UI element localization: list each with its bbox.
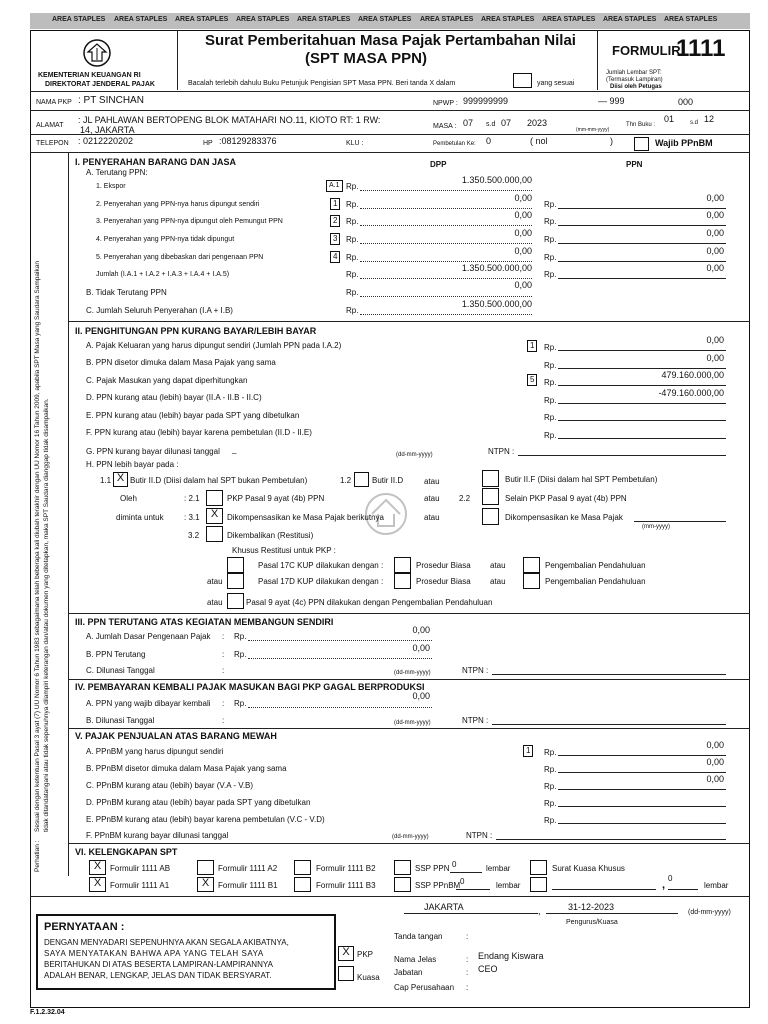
rp-label: Rp. [544, 253, 557, 262]
colon: : [466, 955, 469, 964]
page-title: Surat Pemberitahuan Masa Pajak Pertambahan Nilai [205, 32, 576, 49]
f-b1-label: Formulir 1111 B1 [218, 881, 278, 890]
ntpn-label: NTPN : [466, 831, 493, 840]
f-b2-label: Formulir 1111 B2 [316, 864, 376, 873]
value[interactable]: 0,00 [706, 740, 724, 750]
klu-label: KLU : [346, 140, 364, 147]
rp-label: Rp. [346, 200, 359, 209]
dpp-value[interactable]: 0,00 [514, 210, 532, 220]
footer-code: F.1.2.32.04 [30, 1009, 65, 1016]
rp-label: Rp. [346, 253, 359, 262]
value[interactable]: 0,00 [706, 335, 724, 345]
f-a1-checkbox[interactable]: X [89, 877, 106, 892]
npwp-suffix[interactable]: 000 [678, 97, 694, 107]
colon: : [222, 632, 225, 641]
row-label: A. PPnBM yang harus dipungut sendiri [86, 747, 224, 756]
dpp-value[interactable]: 0,00 [514, 228, 532, 238]
ppn-value[interactable]: 0,00 [706, 263, 724, 273]
s3-c-label: C. Dilunasi Tanggal [86, 666, 155, 675]
row-label: E. PPN kurang atau (lebih) bayar pada SPT yang dibetulkan [86, 411, 300, 420]
ntpn-label: NTPN : [462, 716, 489, 725]
rp-label: Rp. [544, 396, 557, 405]
h11-text: Butir II.D (Diisi dalam hal SPT bukan Pembetulan) [130, 476, 308, 485]
row-tag: 5 [527, 374, 537, 386]
kuasa-checkbox[interactable] [338, 966, 354, 981]
ssp-ppnbm-label: SSP PPnBM [415, 881, 461, 890]
pengembalian2-checkbox[interactable] [523, 573, 540, 589]
row-label: 5. Penyerahan yang dibebaskan dari pengenaan PPN [96, 254, 264, 261]
p17d-text: Pasal 17D KUP [258, 577, 314, 586]
h22-number: 2.2 [459, 494, 471, 503]
pernyataan-line3: BERITAHUKAN DI ATAS BESERTA LAMPIRAN-LAMPIRANNYA [44, 960, 273, 969]
f-b3-checkbox[interactable] [294, 877, 311, 892]
h21-checkbox[interactable] [206, 490, 223, 506]
terutang-label: A. Terutang PPN: [86, 168, 148, 177]
alamat-value-line2[interactable]: 14, JAKARTA [80, 125, 135, 135]
staples-area [30, 13, 750, 29]
g-label: G. PPN kurang bayar dilunasi tanggal [86, 447, 220, 456]
colon: : [466, 968, 469, 977]
ppn-value[interactable]: 0,00 [706, 228, 724, 238]
g-dash: _ [232, 445, 237, 454]
masa-year[interactable]: 2023 [527, 118, 548, 128]
pernyataan-line4: ADALAH BENAR, LENGKAP, JELAS DAN TIDAK BERSYARAT. [44, 971, 272, 980]
row-label: 2. Penyerahan yang PPN-nya harus dipungut sendiri [96, 201, 260, 208]
nama-value[interactable]: : PT SINCHAN [78, 95, 144, 106]
h22-checkbox[interactable] [482, 488, 499, 505]
extra-value[interactable]: 0 [668, 874, 673, 883]
row-label: B. PPnBM disetor dimuka dalam Masa Pajak yang sama [86, 764, 287, 773]
pembetulan-value[interactable]: 0 [486, 136, 492, 146]
jabatan-label: Jabatan [394, 968, 423, 977]
ppn-value[interactable]: 0,00 [706, 193, 724, 203]
h12-checkbox[interactable] [354, 472, 369, 487]
row-label: 3. Penyerahan yang PPN-nya dipungut oleh Pemungut PPN [96, 218, 283, 225]
staples-label: AREA STAPLES [542, 16, 596, 23]
row-label: C. PPnBM kurang atau (lebih) bayar (V.A - V.B) [86, 781, 254, 790]
value[interactable]: 0,00 [706, 353, 724, 363]
staples-label: AREA STAPLES [603, 16, 657, 23]
ssp-ppnbm-value[interactable]: 0 [460, 877, 465, 886]
lembar-label: lembar [704, 881, 729, 890]
staples-label: AREA STAPLES [664, 16, 718, 23]
ssp-ppnbm-checkbox[interactable] [394, 877, 411, 892]
perhatian-note [33, 168, 67, 872]
ntpn-label: NTPN : [462, 666, 489, 675]
kompensasi2-checkbox[interactable] [482, 508, 499, 525]
signature-city[interactable]: JAKARTA [424, 902, 464, 912]
g-date-format: (dd-mm-yyyy) [396, 452, 433, 458]
date-format: (dd-mm-yyyy) [392, 834, 429, 840]
rp-label: Rp. [544, 235, 557, 244]
nama-jelas-label: Nama Jelas [394, 955, 437, 964]
row-label: E. PPnBM kurang atau (lebih) bayar karena pembetulan (V.C - V.D) [86, 815, 325, 824]
section3-title: III. PPN TERUTANG ATAS KEGIATAN MEMBANGUN SENDIRI [75, 617, 334, 627]
jumlah-lembar-label: Jumlah Lembar SPT: [606, 70, 662, 76]
f-a1-label: Formulir 1111 A1 [110, 881, 170, 890]
colon: : [222, 699, 225, 708]
tidak-terutang-value[interactable]: 0,00 [514, 280, 532, 290]
section4-title: IV. PEMBAYARAN KEMBALI PAJAK MASUKAN BAGI PKP GAGAL BERPRODUKSI [75, 682, 425, 692]
s3-b-value[interactable]: 0,00 [412, 643, 430, 653]
lembar-label: lembar [486, 864, 511, 873]
rp-label: Rp. [544, 378, 557, 387]
rp-label: Rp. [234, 632, 247, 641]
rp-label: Rp. [346, 288, 359, 297]
atau-text: atau [207, 577, 223, 586]
thn-buku-label: Thn Buku : [626, 122, 656, 128]
h32-number: 3.2 [188, 531, 200, 540]
dpp-value[interactable]: 1.350.500.000,00 [461, 175, 532, 185]
f-ab-checkbox[interactable]: X [89, 860, 106, 875]
pernyataan-line1: DENGAN MENYADARI SEPENUHNYA AKAN SEGALA AKIBATNYA, [44, 938, 289, 947]
staples-label: AREA STAPLES [114, 16, 168, 23]
dpp-header: DPP [430, 160, 447, 169]
form-number: 1111 [676, 35, 726, 62]
butir-f-checkbox[interactable] [482, 470, 499, 487]
h21-text: PKP Pasal 9 ayat (4b) PPN [227, 494, 325, 503]
perhatian-line2: tidak ditandatangani atau tidak sepenuhnya dilampiri keterangan dan/atau dokumen yang ditetapkan, maka SPT Saudara dianggap tidak disampaikan. [43, 398, 50, 832]
prosedur-text: Prosedur Biasa [416, 577, 471, 586]
diminta-label: diminta untuk [116, 513, 164, 522]
rp-label: Rp. [346, 270, 359, 279]
dpp-value[interactable]: 1.350.500.000,00 [461, 263, 532, 273]
f-a2-label: Formulir 1111 A2 [218, 864, 278, 873]
h31-text: Dikompensasikan ke Masa Pajak berikutnya [227, 513, 384, 522]
page-subtitle: (SPT MASA PPN) [305, 50, 427, 67]
prosedur2-checkbox[interactable] [394, 573, 411, 589]
instruction-checkbox [513, 73, 532, 88]
tidak-terutang-label: B. Tidak Terutang PPN [86, 288, 167, 297]
h21-number: : 2.1 [184, 494, 200, 503]
staples-label: AREA STAPLES [297, 16, 351, 23]
rp-label: Rp. [544, 782, 557, 791]
p17d-checkbox[interactable] [227, 573, 244, 589]
row-tag: A.1 [326, 180, 343, 192]
pengembalian-text: Pengembalian Pendahuluan [545, 561, 646, 570]
staples-label: AREA STAPLES [358, 16, 412, 23]
npwp-value[interactable]: 999999999 [463, 96, 509, 106]
f-b3-label: Formulir 1111 B3 [316, 881, 376, 890]
h-label: H. PPN lebih bayar pada : [86, 460, 179, 469]
row-tag: 4 [330, 251, 340, 263]
masa-from[interactable]: 07 [463, 118, 474, 128]
s3-a-value[interactable]: 0,00 [412, 625, 430, 635]
rp-label: Rp. [544, 361, 557, 370]
rp-label: Rp. [544, 200, 557, 209]
rp-label: Rp. [234, 650, 247, 659]
h12-number: 1.2 [340, 476, 352, 485]
row-label: 1. Ekspor [96, 183, 126, 190]
masa-to[interactable]: 07 [501, 118, 512, 128]
p17c-text: Pasal 17C KUP [258, 561, 314, 570]
lampiran-label: (Termasuk Lampiran) [606, 77, 663, 83]
h32-text: Dikembalikan (Restitusi) [227, 531, 314, 540]
staples-label: AREA STAPLES [52, 16, 106, 23]
row-label: D. PPN kurang atau (lebih) bayar (II.A - II.B - II.C) [86, 393, 262, 402]
signature-date-format: (dd-mm-yyyy) [688, 909, 731, 916]
oleh-label: Oleh [120, 494, 137, 503]
atau-text: atau [207, 598, 223, 607]
kompensasi2-text: Dikompensasikan ke Masa Pajak [505, 513, 623, 522]
rp-label: Rp. [346, 235, 359, 244]
h22-text: Selain PKP Pasal 9 ayat (4b) PPN [505, 494, 627, 503]
row-label: 4. Penyerahan yang PPN-nya tidak dipungut [96, 236, 235, 243]
rp-label: Rp. [346, 306, 359, 315]
prosedur1-checkbox[interactable] [394, 557, 411, 573]
pernyataan-box [36, 914, 336, 990]
ministry-name: KEMENTERIAN KEUANGAN RI [38, 72, 141, 79]
f-a2-checkbox[interactable] [197, 860, 214, 875]
wajib-ppnbm-checkbox[interactable] [634, 137, 649, 151]
perhatian-line1: Sesuai dengan ketentuan Pasal 3 ayat (7) UU Nomor 6 Tahun 1983 sebagaimana telah beberapa kali diubah terakhir dengan UU Nomor 16 Tahun 2009, apabila SPT Masa yang Saudara Sampaikan [34, 261, 41, 832]
dpp-value[interactable]: 0,00 [514, 193, 532, 203]
jumlah-penyerahan-value[interactable]: 1.350.500.000,00 [461, 299, 532, 309]
pkp-label: PKP [357, 950, 374, 959]
f-ab-label: Formulir 1111 AB [110, 864, 171, 873]
pasal9-checkbox[interactable] [227, 593, 244, 609]
tanda-tangan-label: Tanda tangan [394, 932, 443, 941]
masa-sd: s.d [486, 121, 496, 128]
telepon-label: TELEPON [36, 140, 69, 147]
row-label: A. Pajak Keluaran yang harus dipungut sendiri (Jumlah PPN pada I.A.2) [86, 341, 342, 350]
jabatan-value[interactable]: CEO [478, 964, 498, 974]
s3-b-label: B. PPN Terutang [86, 650, 146, 659]
extra-checkbox[interactable] [530, 877, 547, 892]
ssp-ppn-value[interactable]: 0 [452, 860, 457, 869]
h12-text: Butir II.D [372, 476, 404, 485]
section1-title: I. PENYERAHAN BARANG DAN JASA [75, 157, 237, 167]
value[interactable]: -479.160.000,00 [658, 388, 724, 398]
hp-value[interactable]: :08129283376 [219, 136, 277, 146]
watermark-emblem [362, 490, 410, 538]
perhatian-title: Perhatian : [34, 840, 41, 872]
surat-kuasa-label: Surat Kuasa Khusus [552, 864, 625, 873]
rp-label: Rp. [346, 182, 359, 191]
pkp-checkbox[interactable]: X [338, 946, 354, 961]
row-tag: 1 [330, 198, 340, 210]
atau-text: atau [424, 477, 440, 486]
rp-label: Rp. [544, 765, 557, 774]
colon: : [466, 983, 469, 992]
h32-checkbox[interactable] [206, 526, 223, 542]
alamat-label: ALAMAT [36, 122, 64, 129]
colon: : [466, 932, 469, 941]
instruction-tail: yang sesuai [537, 80, 575, 87]
section5-title: V. PAJAK PENJUALAN ATAS BARANG MEWAH [75, 731, 277, 741]
directorate-name: DIREKTORAT JENDERAL PAJAK [45, 81, 155, 88]
h31-checkbox[interactable]: X [206, 508, 223, 524]
ppn-header: PPN [626, 160, 643, 169]
kuasa-label: Kuasa [357, 973, 380, 982]
atau-text: atau [424, 513, 440, 522]
comma: , [538, 906, 541, 916]
rp-label: Rp. [544, 343, 557, 352]
pernyataan-title: PERNYATAAN : [44, 921, 125, 933]
khusus-label: Khusus Restitusi untuk PKP : [232, 546, 336, 555]
row-label: C. Pajak Masukan yang dapat diperhitungkan [86, 376, 248, 385]
butir-f-text: Butir II.F (Diisi dalam hal SPT Pembetulan) [505, 475, 658, 484]
comma: , [662, 879, 666, 891]
mm-yyyy-format: (mm-yyyy) [642, 524, 670, 530]
row-tag: 1 [527, 340, 537, 352]
row-tag: 1 [523, 745, 533, 757]
hp-label: HP [203, 140, 213, 147]
atau-text: atau [490, 577, 506, 586]
masa-format: (mm-mm-yyyy) [576, 127, 610, 133]
colon: : [222, 666, 225, 675]
pembetulan-close: ) [610, 136, 613, 146]
date-format: (dd-mm-yyyy) [394, 670, 431, 676]
row-label: F. PPN kurang atau (lebih) bayar karena pembetulan (II.D - II.E) [86, 428, 312, 437]
npwp-branch[interactable]: — 999 [598, 96, 625, 106]
value[interactable]: 479.160.000,00 [661, 370, 724, 380]
rp-label: Rp. [544, 270, 557, 279]
rp-label: Rp. [544, 748, 557, 757]
rp-label: Rp. [346, 217, 359, 226]
row-tag: 3 [330, 233, 340, 245]
h31-number: : 3.1 [184, 513, 200, 522]
f-b2-checkbox[interactable] [294, 860, 311, 875]
s4-a-label: A. PPN yang wajib dibayar kembali [86, 699, 211, 708]
pembetulan-words: ( nol [530, 136, 548, 146]
staples-label: AREA STAPLES [175, 16, 229, 23]
staples-label: AREA STAPLES [481, 16, 535, 23]
value[interactable]: 0,00 [706, 774, 724, 784]
section2-title: II. PENGHITUNGAN PPN KURANG BAYAR/LEBIH BAYAR [75, 326, 317, 336]
jumlah-penyerahan-label: C. Jumlah Seluruh Penyerahan (I.A + I.B) [86, 306, 233, 315]
rp-label: Rp. [544, 217, 557, 226]
surat-kuasa-checkbox[interactable] [530, 860, 547, 875]
h11-checkbox[interactable]: X [113, 472, 128, 487]
value[interactable]: 0,00 [706, 757, 724, 767]
row-label: D. PPnBM kurang atau (lebih) bayar pada SPT yang dibetulkan [86, 798, 311, 807]
row-label: B. PPN disetor dimuka dalam Masa Pajak yang sama [86, 358, 276, 367]
s4-a-value[interactable]: 0,00 [412, 691, 430, 701]
rp-label: Rp. [544, 431, 557, 440]
masa-label: MASA : [433, 123, 457, 130]
pernyataan-line2: SAYA MENYATAKAN BAHWA APA YANG TELAH SAYA [44, 949, 264, 958]
h11-number: 1.1 [100, 476, 112, 485]
dilakukan-text: dilakukan dengan : [316, 577, 384, 586]
instruction-text: Bacalah terlebih dahulu Buku Petunjuk Pengisian SPT Masa PPN. Beri tanda X dalam [188, 80, 456, 87]
g-ntpn-label: NTPN : [488, 447, 515, 456]
thn-buku-from[interactable]: 01 [664, 114, 675, 124]
pengurus-kuasa-label: Pengurus/Kuasa [566, 919, 618, 926]
cap-perusahaan-label: Cap Perusahaan [394, 983, 455, 992]
rp-label: Rp. [544, 413, 557, 422]
lembar-label: lembar [496, 881, 521, 890]
ppn-value[interactable]: 0,00 [706, 210, 724, 220]
dpp-value[interactable]: 0,00 [514, 246, 532, 256]
pengembalian1-checkbox[interactable] [523, 557, 540, 573]
nama-label: NAMA PKP [36, 99, 72, 106]
p17c-checkbox[interactable] [227, 557, 244, 573]
pasal9-text: Pasal 9 ayat (4c) PPN dilakukan dengan Pengembalian Pendahuluan [246, 598, 493, 607]
atau-text: atau [424, 494, 440, 503]
garuda-emblem [82, 38, 112, 68]
dilakukan-text: dilakukan dengan : [316, 561, 384, 570]
colon: : [222, 650, 225, 659]
staples-label: AREA STAPLES [420, 16, 474, 23]
alamat-value-line1[interactable]: : JL PAHLAWAN BERTOPENG BLOK MATAHARI NO.11, KIOTO RT: 1 RW: [78, 115, 381, 125]
pengembalian-text: Pengembalian Pendahuluan [545, 577, 646, 586]
prosedur-text: Prosedur Biasa [416, 561, 471, 570]
ppn-value[interactable]: 0,00 [706, 246, 724, 256]
date-format: (dd-mm-yyyy) [394, 720, 431, 726]
thn-sd: s.d [690, 120, 699, 126]
pembetulan-label: Pembetulan Ke: [433, 141, 476, 147]
f-b1-checkbox[interactable]: X [197, 877, 214, 892]
wajib-ppnbm-label: Wajib PPnBM [655, 138, 713, 148]
section6-title: VI. KELENGKAPAN SPT [75, 847, 178, 857]
form-label: FORMULIR [612, 43, 681, 58]
atau-text: atau [490, 561, 506, 570]
s3-a-label: A. Jumlah Dasar Pengenaan Pajak [86, 632, 211, 641]
colon: : [222, 716, 225, 725]
rp-label: Rp. [544, 799, 557, 808]
npwp-label: NPWP : [433, 100, 458, 107]
rp-label: Rp. [234, 699, 247, 708]
ssp-ppn-checkbox[interactable] [394, 860, 411, 875]
signature-date[interactable]: 31-12-2023 [568, 902, 615, 912]
rp-label: Rp. [544, 816, 557, 825]
telepon-value[interactable]: : 0212220202 [78, 136, 134, 146]
ssp-ppn-label: SSP PPN [415, 864, 450, 873]
row-tag: 2 [330, 215, 340, 227]
thn-buku-to[interactable]: 12 [704, 114, 715, 124]
petugas-label: Diisi oleh Petugas [610, 84, 662, 90]
staples-label: AREA STAPLES [236, 16, 290, 23]
nama-jelas-value[interactable]: Endang Kiswara [478, 951, 544, 961]
s4-b-label: B. Dilunasi Tanggal [86, 716, 155, 725]
s5-f-label: F. PPnBM kurang bayar dilunasi tanggal [86, 831, 229, 840]
row-label: Jumlah (I.A.1 + I.A.2 + I.A.3 + I.A.4 + I.A.5) [96, 271, 230, 278]
